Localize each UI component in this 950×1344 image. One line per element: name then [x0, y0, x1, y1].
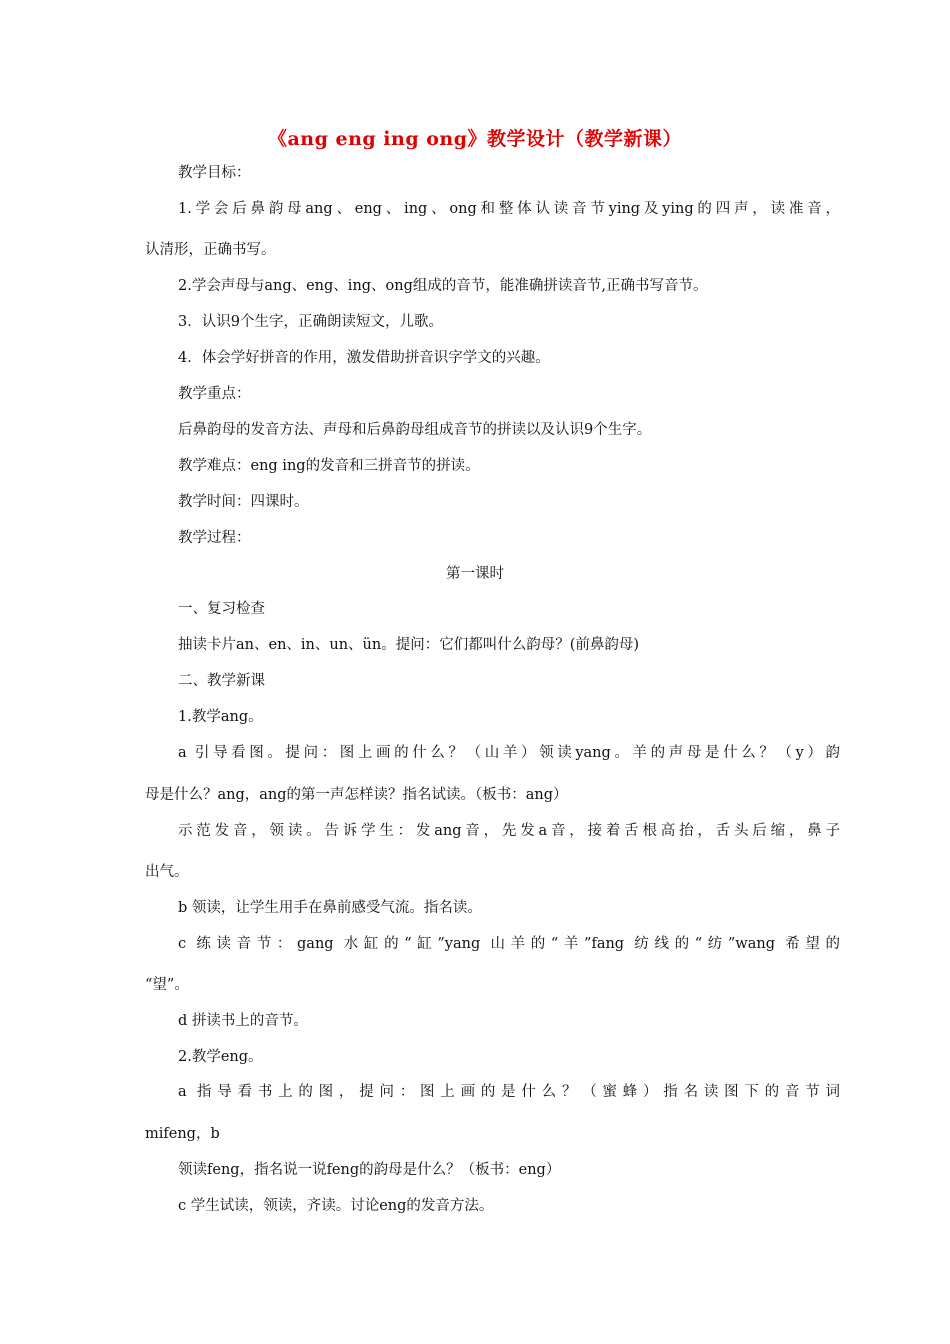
text-line: 1.学会后鼻韵母ang、eng、ing、ong和整体认读音节ying及ying的四声，读准音，: [178, 201, 840, 217]
text-line: 1.教学ang。: [178, 709, 263, 725]
text-line: c 学生试读，领读，齐读。讨论eng的发音方法。: [178, 1198, 494, 1214]
text-line: 认清形，正确书写。: [145, 242, 276, 258]
text-line: mifeng，b: [145, 1126, 220, 1142]
text-line: 出气。: [145, 864, 189, 880]
text-line: b 领读，让学生用手在鼻前感受气流。指名读。: [178, 900, 482, 916]
text-line: a 引导看图。提问：图上画的什么？（山羊）领读yang。羊的声母是什么？（y）韵: [178, 745, 840, 761]
text-line: 教学过程：: [178, 530, 251, 546]
text-line: 领读feng，指名说一说feng的韵母是什么？（板书：eng）: [178, 1162, 561, 1178]
text-line: 抽读卡片an、en、in、un、ün。提问：它们都叫什么韵母？(前鼻韵母): [178, 637, 640, 653]
text-line: 4．体会学好拼音的作用，激发借助拼音识字学文的兴趣。: [178, 350, 550, 366]
text-line: 后鼻韵母的发音方法、声母和后鼻韵母组成音节的拼读以及认识9个生字。: [178, 422, 652, 438]
text-line: a 指导看书上的图，提问：图上画的是什么？（蜜蜂）指名读图下的音节词: [178, 1084, 840, 1100]
text-line: “望”。: [145, 977, 189, 993]
text-line: 2.教学eng。: [178, 1049, 263, 1065]
text-line: 一、复习检查: [178, 601, 265, 617]
text-line: 教学重点：: [178, 386, 251, 402]
text-line: 2.学会声母与ang、eng、ing、ong组成的音节，能准确拼读音节,正确书写音节。: [178, 278, 708, 294]
text-line: 示范发音，领读。告诉学生：发ang音，先发a音，接着舌根高抬，舌头后缩，鼻子: [178, 823, 840, 839]
text-line: 教学难点：eng ing的发音和三拼音节的拼读。: [178, 458, 480, 474]
section-heading: 第一课时: [446, 566, 504, 582]
text-line: c 练读音节：gang 水缸的“缸”yang 山羊的“羊”fang 纺线的“纺”wang 希望的: [178, 936, 840, 952]
text-line: d 拼读书上的音节。: [178, 1013, 308, 1029]
text-line: 母是什么？ang，ang的第一声怎样读？指名试读。（板书：ang）: [145, 787, 568, 803]
text-line: 二、教学新课: [178, 673, 265, 689]
text-line: 教学时间：四课时。: [178, 494, 309, 510]
text-line: 3．认识9个生字，正确朗读短文，儿歌。: [178, 314, 443, 330]
text-line: 教学目标：: [178, 165, 251, 181]
page-title: 《ang eng ing ong》教学设计（教学新课）: [267, 128, 683, 150]
